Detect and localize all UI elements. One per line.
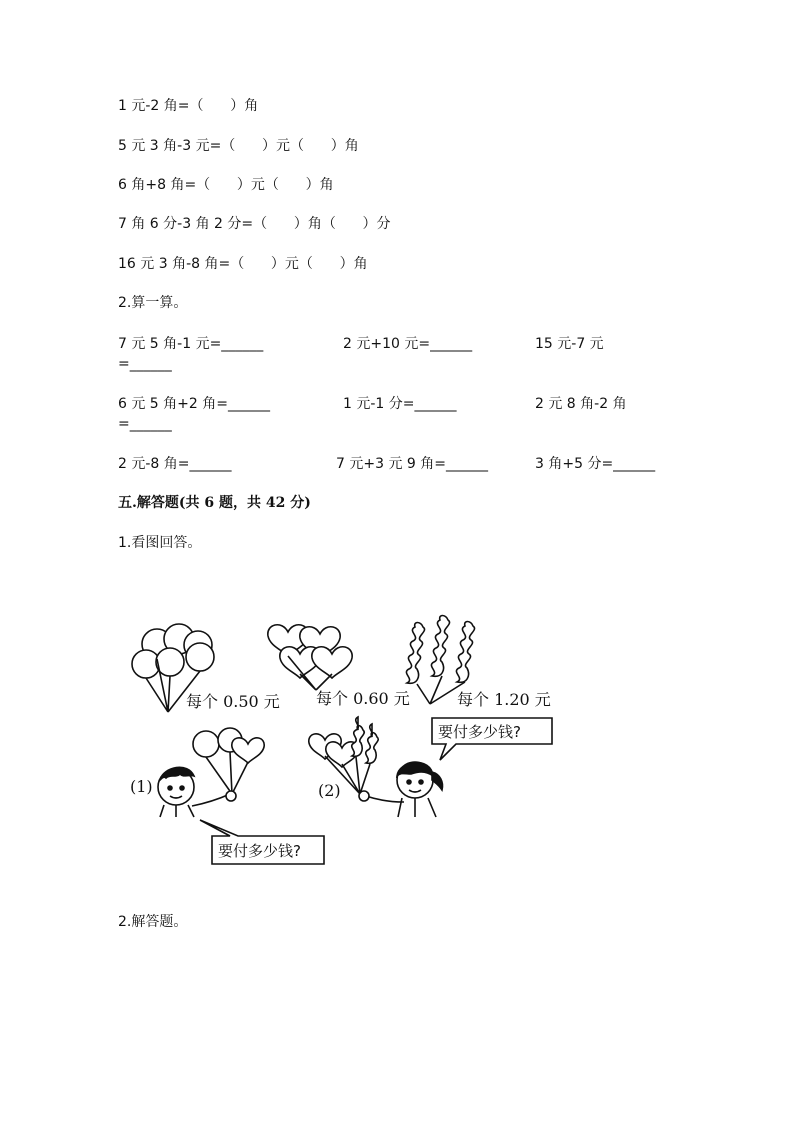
section5-q2-title: 2.解答题。 xyxy=(118,914,188,930)
section5-title: 五.解答题(共 6 题，共 42 分) xyxy=(118,495,311,511)
calc-r1-c2: 2 元+10 元=______ xyxy=(343,336,473,352)
conversion-line-3: 6 角+8 角=（ ）元（ ）角 xyxy=(118,177,334,193)
speech-bubble-girl: 要付多少钱? xyxy=(438,723,521,741)
price-label-2: 每个 0.60 元 xyxy=(316,689,410,708)
conversion-line-2: 5 元 3 角-3 元=（ ）元（ ）角 xyxy=(118,138,359,154)
figure-label-1: (1) xyxy=(130,777,153,796)
figure-label-2: (2) xyxy=(318,781,341,800)
calc-r3-c2: 7 元+3 元 9 角=______ xyxy=(336,456,488,472)
balloon-figure xyxy=(120,612,560,882)
section5-q1-title: 1.看图回答。 xyxy=(118,535,202,551)
calc-r1-c3: 15 元-7 元 xyxy=(535,336,604,352)
calc-r2-wrap: =______ xyxy=(118,416,172,432)
price-label-1: 每个 0.50 元 xyxy=(186,692,280,711)
q2-title: 2.算一算。 xyxy=(118,295,188,311)
calc-r1-c1: 7 元 5 角-1 元=______ xyxy=(118,336,264,352)
boy-figure-icon xyxy=(158,767,236,817)
calc-r2-c1: 6 元 5 角+2 角=______ xyxy=(118,396,270,412)
calc-r3-c1: 2 元-8 角=______ xyxy=(118,456,232,472)
calc-r2-c2: 1 元-1 分=______ xyxy=(343,396,457,412)
speech-bubble-boy: 要付多少钱? xyxy=(218,842,301,860)
boy-balloons-icon xyxy=(193,728,264,794)
price-label-3: 每个 1.20 元 xyxy=(457,690,551,709)
conversion-line-4: 7 角 6 分-3 角 2 分=（ ）角（ ）分 xyxy=(118,216,391,232)
calc-r2-c3: 2 元 8 角-2 角 xyxy=(535,396,627,412)
conversion-line-5: 16 元 3 角-8 角=（ ）元（ ）角 xyxy=(118,256,368,272)
girl-figure-icon xyxy=(359,762,443,817)
heart-balloons-icon xyxy=(268,625,352,690)
conversion-line-1: 1 元-2 角=（ ）角 xyxy=(118,98,259,114)
calc-r3-c3: 3 角+5 分=______ xyxy=(535,456,656,472)
calc-r1-wrap: =______ xyxy=(118,356,172,372)
